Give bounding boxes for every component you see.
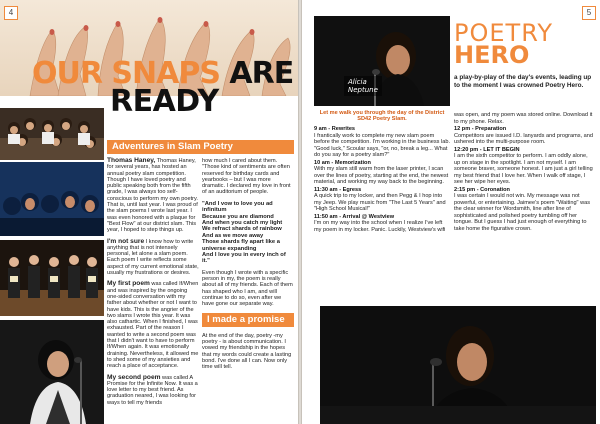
page-number-left: 4 — [4, 6, 18, 20]
timeline-time: 12 pm - Preparation — [454, 126, 507, 132]
left-page — [0, 0, 298, 424]
poem-line: And as we move away — [202, 232, 264, 239]
poem-excerpt — [202, 201, 294, 265]
timeline-text: was open, and my poem was stored online. Download it to my phone. Relax. — [454, 112, 593, 125]
name-tag-first: Alicia — [348, 78, 367, 86]
poem-line: Because you are diamond — [202, 213, 274, 220]
name-tag-last: Neptune — [348, 86, 378, 94]
right-page — [302, 0, 600, 424]
timeline-time: 11:30 am - Egress — [314, 186, 362, 193]
title-hero: HERO — [454, 41, 530, 70]
performer-photo — [0, 320, 104, 424]
headline-ready: READY — [110, 83, 219, 119]
stage-group-photo — [0, 240, 104, 316]
timeline-text: With my slam still warm from the laser printer, I scan over the lines of poetry, starting at the end, the newest material, and working my way back to the beginning. — [314, 166, 449, 185]
audience-photo — [0, 162, 104, 236]
page-number-right: 5 — [582, 6, 596, 20]
subhead-promise: I made a promise — [202, 313, 294, 327]
headline-our: OUR — [32, 56, 102, 91]
group-photo — [0, 108, 104, 160]
poem-line: And I love you in every inch of — [202, 252, 286, 259]
timeline-text: I frantically work to complete my new slam poem before the competition. I'm working in the business lab. "Good luck," Scoular says, "or, no, break a leg... What do you say for a poetry slam?" — [314, 132, 451, 158]
hero-intro: a play-by-play of the day's events, leading up to the moment I was crowned Poetry Hero. — [454, 74, 592, 89]
poem-line: infinitum — [202, 207, 227, 214]
col2-p2: Even though I wrote with a specific person in my, the poem is really about all of my friends. Each of them has shaped who I am, and will continue to do so, even after we have gone our separate way. — [202, 269, 293, 308]
timeline-text: I'm on my way into the school when I realize I've left my poem in my locker. Panic. Luckily, Westview's wifi — [314, 220, 446, 233]
timeline-time: 9 am - Rewrites — [314, 126, 356, 132]
page-headline — [32, 56, 294, 119]
timeline-column-2 — [454, 112, 594, 233]
col1-p2-lead: I'm not sure — [107, 237, 145, 245]
headline-snaps: SNAPS — [111, 56, 220, 91]
col1-p1: Thomas Haney, for several years, has hosted an annual poetry slam competition. Though I have loved poetry and public speaking both from the fifth grade, I was always too self-conscious to perform my own poetry. That is, until last year. I was proud of the slam poems I wrote last year. I was even honored with a plaque for "Best Flow" at our district slam. This year, I hoped to step things up. — [107, 158, 198, 234]
poetry-hero-title — [454, 19, 553, 70]
timeline-text: I was certain I would not win. My message was not powerful, or entertaining. Jaimee's poem "Waiting" was the clear winner for Wordsmith, line after line of sophisticated and polished poetry tumbling off her tongue. But I guess I had just enough of everything to take home the figurative crown. — [454, 193, 591, 232]
col1-p4: was called A Promise for the Infinite Now. It was a love letter to my best friend. As graduation neared, I was looking for ways to tell my friends — [107, 374, 198, 406]
name-tag — [344, 76, 382, 96]
timeline-time: 12:20 pm - LET IT BEGIN — [454, 146, 520, 153]
col1-p3-lead: My first poem — [107, 280, 150, 288]
col1-p4-lead: My second poem — [107, 373, 161, 381]
photo-caption: Let me walk you through the day of the District SD42 Poetry Slam. — [319, 110, 445, 123]
col1-p2: I know how to write anything that is not intensely personal, let alone a slam poem. Each poem I write reflects some aspect of my current emotional state, usually my frustrations or desires. — [107, 238, 199, 277]
headline-are: ARE — [229, 56, 294, 91]
poem-line: it." — [202, 258, 210, 265]
alicia-photo — [314, 16, 450, 106]
section-banner: Adventures in Slam Poetry — [107, 140, 294, 154]
poem-line: universe expanding — [202, 245, 257, 252]
timeline-text: A quick trip to my locker, and then Pegg & I hop into my Jeep. We play music from "The Last 5 Years" and "High School Musical!" — [314, 193, 446, 212]
col2-p3: At the end of the day, poetry -my poetry - is about communication. I vowed my friendship in the hopes that my words could create a lasting bond. I've done all I can. Now only time will tell. — [202, 332, 292, 371]
title-poetry: POETRY — [454, 19, 553, 47]
timeline-column-1 — [314, 126, 450, 234]
poem-line: And when you catch my light — [202, 220, 283, 226]
poem-line: "And I vow to love you ad — [202, 200, 273, 207]
article-column-1 — [107, 158, 199, 411]
poem-line: Those shards fly apart like a — [202, 239, 280, 246]
stage-performer-photo — [320, 306, 596, 424]
timeline-text: Competitors are issued I.D. lanyards and programs, and ushered into the multi-purpose room. — [454, 132, 593, 145]
article-column-2 — [202, 158, 294, 375]
col1-p3: was called If/When and was inspired by the ongoing one-sided conversation with my father about whether or not I want to have kids. This is the angrier of the two slams I wrote this year. It was also cathartic. When I finished, I was exhausted. Part of the reason I wanted to write a second poem was that I didn't want to have to perform If/When again. It was emotionally draining. Nevertheless, it allowed me to shed some of my anxieties and reach a place of acceptance. — [107, 281, 199, 370]
poem-line: We refract shards of rainbow — [202, 226, 282, 233]
timeline-time: 10 am - Memorization — [314, 159, 371, 166]
timeline-time: 11:50 am - Arrival @ Westview — [314, 213, 395, 220]
col2-p1: how much I cared about them. "Those kind of sentiments are often reserved for birthday cards and yearbooks – but I was more dramatic. I declared my love in front of an auditorium of people. — [202, 158, 291, 196]
timeline-text: I am the sixth competitor to perform. I am oddly alone, up on stage in the spotlight. I am not myself. I am someone braver, someone honest. I am just a girl telling my best friend that I love her. When I walk off stage, I see her wipe her eyes. — [454, 153, 593, 185]
lead-name: Thomas Haney, — [107, 157, 156, 164]
timeline-time: 2:15 pm - Coronation — [454, 186, 510, 193]
